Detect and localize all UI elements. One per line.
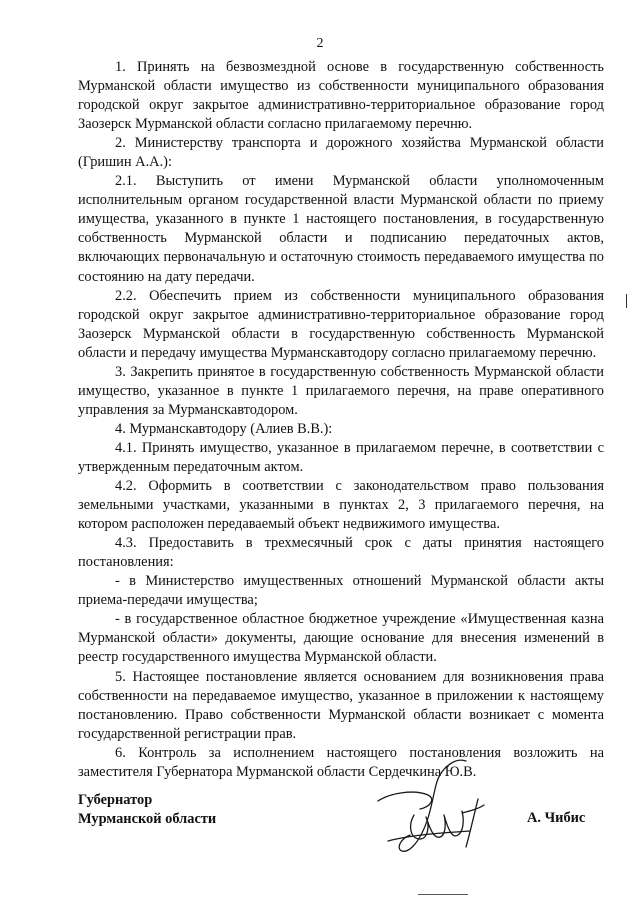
page-number: 2	[316, 36, 324, 51]
paragraph-5: 5. Настоящее постановление является основанием для возникновения права собственности на передаваемое имущество, указанное в приложении к настоящему постановлению. Право собственности Мурманской области возникает с момента государственной регистрации прав.	[78, 668, 604, 742]
paragraph-2-2: 2.2. Обеспечить прием из собственности муниципального образования городской округ закрытое административно-территориальное образование город Заозерск Мурманской области в государственную собственность Мурманской области и передачу имущества Мурманскавтодору согласно прилагаемому перечню.	[78, 287, 604, 361]
paragraph-4-1: 4.1. Принять имущество, указанное в прилагаемом перечне, в соответствии с утвержденным передаточным актом.	[78, 439, 604, 475]
document-body	[78, 58, 604, 782]
paragraph-4-3-item-1: - в Министерство имущественных отношений Мурманской области акты приема-передачи имущества;	[78, 573, 604, 609]
paragraph-6: 6. Контроль за исполнением настоящего постановления возложить на заместителя Губернатора Мурманской области Сердечкина Ю.В.	[78, 744, 604, 780]
signatory-name: А. Чибис	[527, 810, 586, 826]
paragraph-2-1: 2.1. Выступить от имени Мурманской области уполномоченным исполнительным органом государственной власти Мурманской области по приему имущества, указанного в пункте 1 настоящего постановления, в государственную собственность Мурманской области и подписанию передаточных актов, включающих первоначальную и остаточную стоимость передаваемого имущества по состоянию на дату передачи.	[78, 173, 604, 285]
paragraph-4: 4. Мурманскавтодору (Алиев В.В.):	[115, 420, 333, 437]
paragraph-4-2: 4.2. Оформить в соответствии с законодательством право пользования земельными участками, указанными в пунктах 2, 3 прилагаемого перечня, на котором расположен передаваемый объект недвижимого имущества.	[78, 478, 604, 533]
bottom-mark	[418, 894, 468, 895]
paragraph-1: 1. Принять на безвозмездной основе в государственную собственность Мурманской области имущество из собственности муниципального образования городской округ закрытое административно-территориальное образование город Заозерск Мурманской области согласно прилагаемому перечню.	[78, 59, 604, 133]
signatory-position	[78, 791, 216, 829]
signatory-position-line-1: Губернатор	[78, 792, 153, 808]
paragraph-4-3: 4.3. Предоставить в трехмесячный срок с даты принятия настоящего постановления:	[78, 535, 604, 571]
paragraph-2: 2. Министерству транспорта и дорожного хозяйства Мурманской области (Гришин А.А.):	[78, 135, 604, 171]
handwritten-signature	[370, 755, 510, 865]
paragraph-3: 3. Закрепить принятое в государственную собственность Мурманской области имущество, указанное в пункте 1 прилагаемого перечня, на праве оперативного управления за Мурманскавтодором.	[78, 363, 604, 418]
margin-mark	[626, 294, 627, 308]
paragraph-4-3-item-2: - в государственное областное бюджетное учреждение «Имущественная казна Мурманской области» документы, дающие основание для внесения изменений в реестр государственного имущества Мурманской области.	[78, 611, 604, 666]
signatory-position-line-2: Мурманской области	[78, 811, 217, 827]
